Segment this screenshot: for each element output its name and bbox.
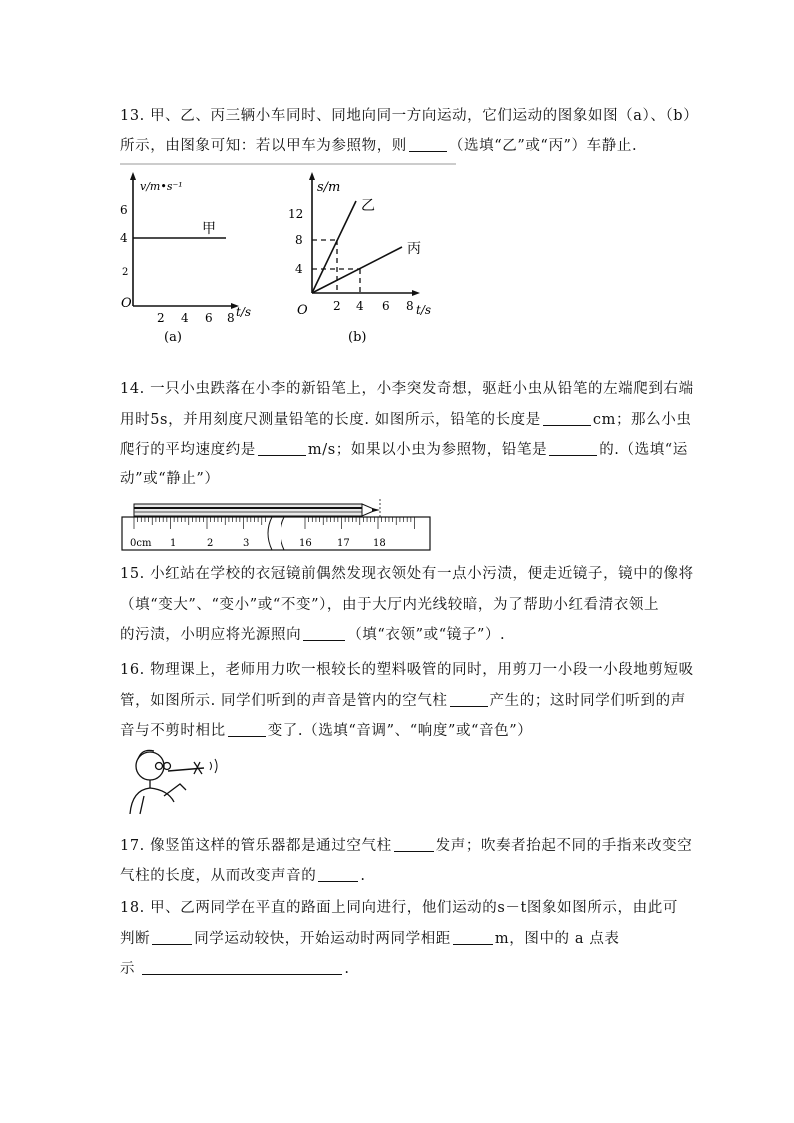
y-arrow-icon <box>130 172 136 180</box>
ruler-label: 18 <box>373 538 386 549</box>
q16-line3 <box>120 719 532 740</box>
graph-b-line-bing <box>312 247 402 293</box>
q14-blank-speed[interactable] <box>258 441 306 456</box>
graph-a-xtick: 2 <box>157 311 165 325</box>
q16-line1: 16. 物理课上，老师用力吹一根较长的塑料吸管的同时，用剪刀一小段一小段地剪短吸 <box>120 662 694 678</box>
q13-line1: 13. 甲、乙、丙三辆小车同时、同地向同一方向运动，它们运动的图象如图（a）、（b） <box>120 108 699 124</box>
graph-b-ytick: 12 <box>288 207 304 221</box>
q15-text-a: 的污渍，小明应将光源照向 <box>120 627 302 643</box>
q15-blank[interactable] <box>303 626 345 641</box>
q16-teacher-figure <box>120 744 240 820</box>
graph-a-xtick: 4 <box>181 311 189 325</box>
q15-text-b: （填“衣领”或“镜子”）. <box>347 627 506 643</box>
graph-b-series-label: 乙 <box>361 198 375 214</box>
q17-line1 <box>120 834 692 855</box>
q16-blank-property[interactable] <box>228 722 266 737</box>
q13-line2 <box>120 134 637 155</box>
q16-text-b: 产生的；这时同学们听到的声 <box>489 693 686 709</box>
q15-line3 <box>120 623 505 644</box>
q16-text-c: 音与不剪时相比 <box>120 723 226 739</box>
q16-text-d: 变了.（选填“音调”、“响度”或“音色”） <box>267 723 533 739</box>
q18-line1: 18. 甲、乙两同学在平直的路面上同向进行，他们运动的s－t图象如图所示，由此可 <box>120 900 678 916</box>
q18-blank-distance[interactable] <box>453 930 493 945</box>
q14-text-c: 爬行的平均速度约是 <box>120 442 256 458</box>
q15-line1: 15. 小红站在学校的衣冠镜前偶然发现衣领处有一点小污渍，便走近镜子，镜中的像将 <box>120 566 694 582</box>
graph-b-xtick: 2 <box>333 299 341 313</box>
q16-line2 <box>120 689 686 710</box>
ruler-label: 2 <box>207 538 214 549</box>
ruler-label: 1 <box>170 538 177 549</box>
q16-text-a: 管，如图所示. 同学们听到的声音是管内的空气柱 <box>120 693 448 709</box>
q18-blank-point-a[interactable] <box>142 960 342 975</box>
q14-text-b: cm；那么小虫 <box>592 412 692 428</box>
q14-blank-length[interactable] <box>543 411 591 426</box>
ruler <box>122 517 430 550</box>
graph-a-ytick: 4 <box>120 231 128 245</box>
q16-blank-source[interactable] <box>450 692 488 707</box>
graph-a <box>120 172 251 345</box>
graph-b-ytick: 8 <box>295 233 303 247</box>
graph-a-xlabel: t/s <box>236 305 252 319</box>
teacher-blowing-straw-icon <box>130 750 217 814</box>
graph-b-ylabel: s/m <box>317 180 341 195</box>
graph-b-xtick: 4 <box>356 299 364 313</box>
q14-text-a: 用时5s，并用刻度尺测量铅笔的长度. 如图所示，铅笔的长度是 <box>120 412 541 428</box>
q14-line1: 14. 一只小虫跌落在小李的新铅笔上，小李突发奇想，驱赶小虫从铅笔的左端爬到右端 <box>120 381 694 397</box>
ruler-label: 3 <box>243 538 250 549</box>
q18-line2 <box>120 927 620 948</box>
graph-a-xtick: 8 <box>227 311 235 325</box>
q17-text-d: . <box>360 868 366 884</box>
q18-text-e: . <box>344 961 350 977</box>
q14-blank-state[interactable] <box>549 441 597 456</box>
q18-blank-faster[interactable] <box>152 930 192 945</box>
graph-b-xlabel: t/s <box>416 303 432 317</box>
q14-line4: 动”或“静止”） <box>120 471 220 487</box>
q14-line2 <box>120 408 691 429</box>
q17-text-b: 发声；吹奏者抬起不同的手指来改变空 <box>435 838 693 854</box>
graph-b <box>288 172 431 345</box>
q17-text-c: 气柱的长度，从而改变声音的 <box>120 868 317 884</box>
graph-b-xtick: 6 <box>382 299 390 313</box>
q14-text-e: 的.（选填“运 <box>599 442 688 458</box>
graph-a-series-label: 甲 <box>202 221 216 237</box>
graph-b-ytick: 4 <box>295 262 303 276</box>
q18-text-b: 同学运动较快，开始运动时两同学相距 <box>194 931 451 947</box>
q13-figure <box>118 163 458 352</box>
q15-line2: （填“变大”、“变小”或“不变”），由于大厅内光线较暗，为了帮助小红看清衣领上 <box>120 597 660 613</box>
graph-a-ytick: 6 <box>120 203 128 217</box>
x-arrow-icon <box>412 290 420 296</box>
graph-b-caption: (b) <box>348 330 367 345</box>
q14-line3 <box>120 438 688 459</box>
graph-a-ylabel: v/m•s⁻¹ <box>140 180 183 193</box>
q18-text-c: m，图中的 a 点表 <box>494 931 620 947</box>
q13-blank[interactable] <box>409 137 447 152</box>
graph-b-origin: O <box>297 303 308 318</box>
graph-a-caption: (a) <box>164 330 182 345</box>
y-arrow-icon <box>309 172 315 180</box>
q17-line2 <box>120 864 366 885</box>
q18-text-a: 判断 <box>120 931 151 947</box>
ruler-label: 16 <box>299 538 312 549</box>
ruler-label: 17 <box>337 538 350 549</box>
q17-blank-property[interactable] <box>318 867 358 882</box>
q13-text-b: （选填“乙”或“丙”）车静止. <box>448 138 638 154</box>
q17-text-a: 17. 像竖笛这样的管乐器都是通过空气柱 <box>120 838 392 854</box>
q18-line3 <box>120 957 350 978</box>
q18-text-d: 示 <box>120 961 136 977</box>
graph-a-ytick: 2 <box>122 267 129 278</box>
graph-a-xtick: 6 <box>205 311 213 325</box>
graph-b-xtick: 8 <box>406 299 414 313</box>
graph-b-series-label: 丙 <box>407 241 421 257</box>
ruler-label: 0cm <box>130 538 152 549</box>
q14-text-d: m/s；如果以小虫为参照物，铅笔是 <box>307 442 548 458</box>
q17-blank-vibration[interactable] <box>394 837 434 852</box>
q13-text-a: 所示，由图象可知：若以甲车为参照物，则 <box>120 138 407 154</box>
graph-a-origin: O <box>121 296 132 311</box>
graph-b-line-yi <box>312 201 356 293</box>
q14-ruler-figure <box>118 495 438 557</box>
